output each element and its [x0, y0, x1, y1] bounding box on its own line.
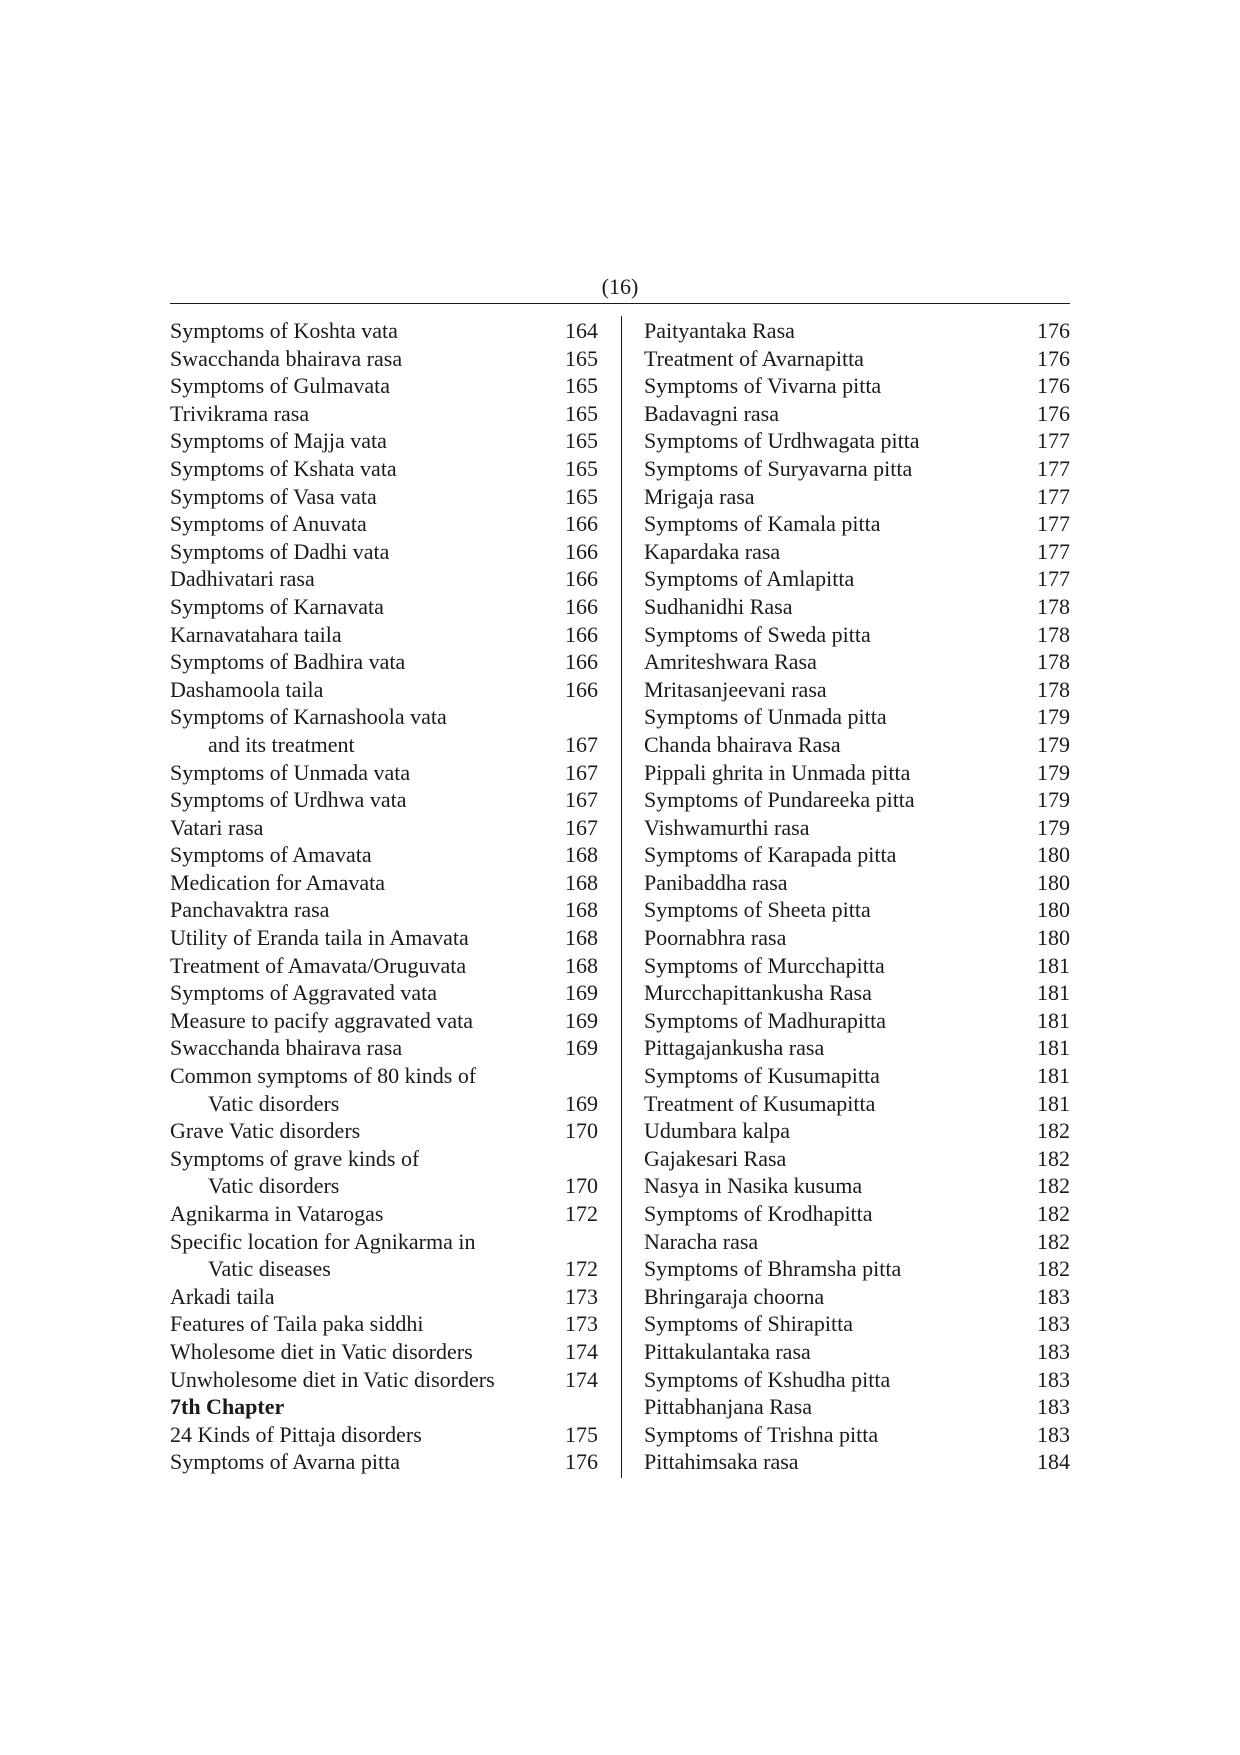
toc-entry-label: Dadhivatari rasa	[170, 566, 315, 592]
toc-entry-page: 183	[1037, 1421, 1070, 1447]
toc-entry-page: 179	[1037, 704, 1070, 730]
toc-entry-label: Wholesome diet in Vatic disorders	[170, 1338, 473, 1364]
toc-entry-label: Pittahimsaka rasa	[644, 1449, 799, 1475]
toc-entry	[644, 1034, 1070, 1062]
toc-entry-label: Symptoms of Suryavarna pitta	[644, 455, 913, 481]
toc-entry-label: Nasya in Nasika kusuma	[644, 1173, 863, 1199]
toc-entry-label: Symptoms of Majja vata	[170, 428, 387, 454]
toc-entry-page: 165	[565, 373, 598, 399]
toc-entry-page: 179	[1037, 731, 1070, 757]
toc-entry	[644, 1283, 1070, 1311]
toc-entry-page: 168	[565, 842, 598, 868]
toc-entry	[170, 1310, 598, 1338]
toc-entry	[170, 400, 598, 428]
toc-entry-label: Symptoms of Badhira vata	[170, 649, 406, 675]
page-number: (16)	[601, 274, 639, 299]
toc-entry-page: 176	[1037, 345, 1070, 371]
toc-entry	[170, 345, 598, 373]
toc-entry-label: Utility of Eranda taila in Amavata	[170, 925, 469, 951]
toc-entry-label: Symptoms of Shirapitta	[644, 1311, 853, 1337]
toc-entry-label: Pittagajankusha rasa	[644, 1035, 825, 1061]
toc-entry	[170, 648, 598, 676]
toc-entry	[170, 317, 598, 345]
toc-entry-page: 181	[1037, 1007, 1070, 1033]
toc-entry	[170, 1090, 598, 1118]
toc-entry	[644, 1366, 1070, 1394]
toc-entry-page: 180	[1037, 869, 1070, 895]
toc-entry-page: 172	[565, 1201, 598, 1226]
toc-entry	[644, 317, 1070, 345]
toc-entry	[644, 1172, 1070, 1200]
toc-entry	[170, 1283, 598, 1311]
toc-entry-label: Swacchanda bhairava rasa	[170, 1035, 403, 1061]
toc-entry-label: and its treatment	[208, 731, 355, 757]
toc-entry	[170, 731, 598, 759]
toc-entry-page: 167	[565, 731, 598, 757]
toc-entry-label: Symptoms of Kamala pitta	[644, 511, 881, 537]
toc-entry-label: Udumbara kalpa	[644, 1118, 790, 1144]
toc-entry	[644, 759, 1070, 787]
toc-entry-label: Symptoms of Karapada pitta	[644, 842, 897, 868]
toc-entry-page: 183	[1037, 1394, 1070, 1420]
toc-entry-page: 177	[1037, 566, 1070, 592]
toc-entry	[644, 814, 1070, 842]
toc-entry	[170, 1117, 598, 1145]
header-rule	[170, 303, 1070, 304]
toc-entry-label: Symptoms of Pundareeka pitta	[644, 787, 915, 813]
toc-entry-label: Symptoms of Unmada vata	[170, 759, 411, 785]
toc-entry-label: Symptoms of Kshata vata	[170, 455, 397, 481]
toc-entry-page: 165	[565, 345, 598, 371]
toc-entry-label: Treatment of Kusumapitta	[644, 1090, 876, 1116]
toc-entry-label: Symptoms of Karnashoola vata	[170, 704, 447, 730]
toc-entry-label: Vatic disorders	[208, 1090, 340, 1116]
toc-entry-label: Symptoms of Gulmavata	[170, 373, 390, 399]
toc-entry-label: Symptoms of Bhramsha pitta	[644, 1256, 902, 1282]
toc-entry-label: Vatic diseases	[208, 1256, 331, 1282]
toc-entry	[644, 455, 1070, 483]
toc-entry-label: Symptoms of Amlapitta	[644, 566, 855, 592]
toc-entry-page: 180	[1037, 897, 1070, 923]
toc-entry-label: Symptoms of Murcchapitta	[644, 952, 885, 978]
toc-entry	[644, 1145, 1070, 1173]
toc-entry	[170, 1172, 598, 1200]
toc-entry	[644, 1090, 1070, 1118]
toc-entry-page: 182	[1037, 1201, 1070, 1226]
toc-entry	[644, 924, 1070, 952]
toc-entry-label: Features of Taila paka siddhi	[170, 1311, 424, 1337]
toc-entry	[644, 1448, 1070, 1476]
toc-entry-page: 166	[565, 538, 598, 564]
toc-entry-label: Mritasanjeevani rasa	[644, 676, 827, 702]
toc-entry-label: Medication for Amavata	[170, 869, 386, 895]
toc-entry-page: 181	[1037, 1035, 1070, 1061]
toc-entry-label: Paityantaka Rasa	[644, 318, 795, 343]
toc-entry-label: Gajakesari Rasa	[644, 1145, 787, 1171]
toc-entry	[644, 869, 1070, 897]
toc-entry	[170, 1034, 598, 1062]
toc-entry-page: 165	[565, 400, 598, 426]
toc-right-column	[644, 317, 1070, 1476]
toc-entry-page: 182	[1037, 1228, 1070, 1254]
toc-entry-page: 166	[565, 621, 598, 647]
toc-entry-page: 179	[1037, 814, 1070, 840]
toc-entry	[170, 565, 598, 593]
toc-entry-label: Symptoms of Dadhi vata	[170, 538, 390, 564]
toc-entry	[170, 1200, 598, 1228]
toc-entry-page: 181	[1037, 952, 1070, 978]
toc-entry-page: 183	[1037, 1366, 1070, 1392]
toc-entry-label: Poornabhra rasa	[644, 925, 787, 951]
toc-entry-label: Symptoms of Trishna pitta	[644, 1421, 879, 1447]
toc-entry	[644, 510, 1070, 538]
toc-entry-page: 177	[1037, 428, 1070, 454]
toc-entry-page: 178	[1037, 621, 1070, 647]
toc-entry-page: 177	[1037, 455, 1070, 481]
toc-entry	[170, 1145, 598, 1173]
chapter-heading	[170, 1393, 598, 1421]
toc-entry-page: 168	[565, 952, 598, 978]
toc-entry-label: Symptoms of Unmada pitta	[644, 704, 887, 730]
toc-entry	[644, 703, 1070, 731]
toc-entry-label: Symptoms of Sweda pitta	[644, 621, 871, 647]
toc-entry-page: 165	[565, 483, 598, 509]
toc-entry-label: Specific location for Agnikarma in	[170, 1228, 476, 1254]
toc-entry-page: 176	[1037, 400, 1070, 426]
toc-entry	[644, 1310, 1070, 1338]
toc-entry-label: Grave Vatic disorders	[170, 1118, 361, 1144]
toc-entry-page: 182	[1037, 1173, 1070, 1199]
toc-entry-label: Symptoms of Vasa vata	[170, 483, 377, 509]
toc-entry-label: Measure to pacify aggravated vata	[170, 1007, 473, 1033]
toc-entry	[170, 1007, 598, 1035]
toc-entry-page: 168	[565, 869, 598, 895]
toc-entry	[644, 427, 1070, 455]
toc-entry-page: 174	[565, 1338, 598, 1364]
toc-entry-page: 175	[565, 1421, 598, 1447]
toc-entry	[170, 1366, 598, 1394]
toc-entry	[644, 400, 1070, 428]
toc-entry-label: Pittakulantaka rasa	[644, 1338, 811, 1364]
toc-entry-label: Chanda bhairava Rasa	[644, 731, 841, 757]
toc-entry-page: 164	[565, 318, 598, 343]
toc-entry	[644, 952, 1070, 980]
toc-entry-page: 176	[1037, 373, 1070, 399]
toc-entry-label: Symptoms of Anuvata	[170, 511, 367, 537]
toc-entry-label: 7th Chapter	[170, 1394, 285, 1420]
toc-entry-label: Swacchanda bhairava rasa	[170, 345, 403, 371]
toc-entry-label: Amriteshwara Rasa	[644, 649, 817, 675]
toc-entry	[170, 1062, 598, 1090]
toc-entry-label: Vishwamurthi rasa	[644, 814, 810, 840]
toc-entry-label: Murcchapittankusha Rasa	[644, 980, 872, 1006]
toc-entry-page: 182	[1037, 1118, 1070, 1144]
toc-entry	[644, 896, 1070, 924]
toc-entry	[170, 676, 598, 704]
toc-entry-page: 167	[565, 814, 598, 840]
toc-entry-page: 170	[565, 1118, 598, 1144]
toc-entry-label: Symptoms of Amavata	[170, 842, 372, 868]
toc-entry-label: Panchavaktra rasa	[170, 897, 330, 923]
toc-entry-label: Symptoms of Urdhwagata pitta	[644, 428, 920, 454]
toc-entry	[644, 565, 1070, 593]
toc-entry-label: Naracha rasa	[644, 1228, 759, 1254]
toc-entry-label: Symptoms of Sheeta pitta	[644, 897, 871, 923]
toc-entry	[170, 841, 598, 869]
toc-entry-page: 179	[1037, 759, 1070, 785]
toc-entry-label: Symptoms of Krodhapitta	[644, 1201, 873, 1226]
toc-entry-page: 168	[565, 925, 598, 951]
toc-entry-label: Agnikarma in Vatarogas	[170, 1201, 384, 1226]
toc-entry	[644, 648, 1070, 676]
toc-entry-page: 169	[565, 980, 598, 1006]
toc-entry-label: Bhringaraja choorna	[644, 1283, 825, 1309]
toc-entry-page: 166	[565, 649, 598, 675]
toc-entry	[644, 1255, 1070, 1283]
toc-entry	[170, 483, 598, 511]
toc-entry	[644, 1117, 1070, 1145]
toc-entry	[170, 869, 598, 897]
toc-entry-page: 177	[1037, 483, 1070, 509]
toc-entry-page: 178	[1037, 593, 1070, 619]
toc-entry-page: 177	[1037, 538, 1070, 564]
toc-entry-label: Symptoms of Urdhwa vata	[170, 787, 407, 813]
toc-entry-page: 183	[1037, 1338, 1070, 1364]
toc-entry-page: 166	[565, 676, 598, 702]
toc-entry	[644, 1200, 1070, 1228]
toc-entry-page: 178	[1037, 676, 1070, 702]
toc-entry	[170, 703, 598, 731]
toc-entry-page: 173	[565, 1311, 598, 1337]
toc-entry	[170, 510, 598, 538]
toc-entry	[170, 372, 598, 400]
toc-entry-page: 183	[1037, 1311, 1070, 1337]
toc-entry	[644, 593, 1070, 621]
toc-entry	[170, 814, 598, 842]
toc-entry-label: Vatari rasa	[170, 814, 264, 840]
toc-entry-label: Kapardaka rasa	[644, 538, 781, 564]
toc-entry-page: 180	[1037, 925, 1070, 951]
toc-entry	[644, 1393, 1070, 1421]
toc-entry-page: 165	[565, 428, 598, 454]
toc-entry	[644, 979, 1070, 1007]
toc-entry-label: Badavagni rasa	[644, 400, 779, 426]
toc-entry-page: 169	[565, 1007, 598, 1033]
toc-entry-label: Common symptoms of 80 kinds of	[170, 1063, 477, 1089]
toc-entry-page: 173	[565, 1283, 598, 1309]
toc-entry-page: 165	[565, 455, 598, 481]
toc-entry	[644, 1062, 1070, 1090]
toc-entry-page: 182	[1037, 1145, 1070, 1171]
toc-entry-page: 169	[565, 1035, 598, 1061]
toc-entry-label: Dashamoola taila	[170, 676, 324, 702]
toc-entry	[644, 841, 1070, 869]
toc-entry-page: 179	[1037, 787, 1070, 813]
toc-entry-page: 176	[1037, 318, 1070, 343]
toc-entry	[170, 538, 598, 566]
toc-entry	[170, 593, 598, 621]
toc-entry-label: Pippali ghrita in Unmada pitta	[644, 759, 911, 785]
toc-entry-label: Karnavatahara taila	[170, 621, 342, 647]
toc-entry-label: Symptoms of Madhurapitta	[644, 1007, 886, 1033]
toc-entry	[170, 427, 598, 455]
toc-entry	[170, 1228, 598, 1256]
toc-entry-page: 166	[565, 511, 598, 537]
toc-entry-label: Arkadi taila	[170, 1283, 275, 1309]
toc-entry-label: Treatment of Avarnapitta	[644, 345, 864, 371]
toc-entry-page: 180	[1037, 842, 1070, 868]
toc-entry	[644, 538, 1070, 566]
toc-entry	[170, 455, 598, 483]
toc-entry-label: Symptoms of Kusumapitta	[644, 1063, 880, 1089]
toc-left-column	[170, 317, 598, 1476]
toc-entry	[170, 896, 598, 924]
toc-entry-label: Symptoms of grave kinds of	[170, 1145, 420, 1171]
toc-entry-page: 166	[565, 593, 598, 619]
toc-entry-label: Symptoms of Koshta vata	[170, 318, 398, 343]
toc-entry	[170, 979, 598, 1007]
toc-entry	[644, 372, 1070, 400]
toc-entry	[170, 952, 598, 980]
toc-entry	[644, 483, 1070, 511]
toc-entry-label: Mrigaja rasa	[644, 483, 755, 509]
toc-entry-label: 24 Kinds of Pittaja disorders	[170, 1421, 422, 1447]
toc-entry-label: Symptoms of Aggravated vata	[170, 980, 438, 1006]
toc-entry-label: Symptoms of Avarna pitta	[170, 1449, 400, 1475]
toc-entry-page: 181	[1037, 1063, 1070, 1089]
toc-entry-page: 177	[1037, 511, 1070, 537]
toc-entry	[170, 759, 598, 787]
toc-entry-page: 176	[565, 1449, 598, 1475]
toc-entry	[644, 1007, 1070, 1035]
toc-entry-label: Pittabhanjana Rasa	[644, 1394, 813, 1420]
toc-entry	[644, 786, 1070, 814]
toc-entry	[170, 621, 598, 649]
toc-entry-page: 169	[565, 1090, 598, 1116]
toc-entry-label: Symptoms of Kshudha pitta	[644, 1366, 891, 1392]
toc-entry	[644, 1228, 1070, 1256]
toc-entry	[644, 345, 1070, 373]
toc-entry	[644, 731, 1070, 759]
toc-entry-page: 182	[1037, 1256, 1070, 1282]
column-divider	[621, 316, 622, 1478]
toc-entry	[170, 1338, 598, 1366]
toc-entry-page: 181	[1037, 1090, 1070, 1116]
toc-entry	[644, 1421, 1070, 1449]
toc-entry-label: Treatment of Amavata/Oruguvata	[170, 952, 467, 978]
toc-entry-page: 167	[565, 759, 598, 785]
toc-entry	[644, 1338, 1070, 1366]
toc-entry	[170, 924, 598, 952]
toc-entry	[170, 1255, 598, 1283]
toc-entry-label: Unwholesome diet in Vatic disorders	[170, 1366, 495, 1392]
toc-entry	[170, 1421, 598, 1449]
toc-entry-page: 184	[1037, 1449, 1070, 1475]
toc-entry	[644, 621, 1070, 649]
toc-entry-page: 166	[565, 566, 598, 592]
toc-entry-page: 181	[1037, 980, 1070, 1006]
toc-entry-label: Trivikrama rasa	[170, 400, 310, 426]
toc-entry-label: Sudhanidhi Rasa	[644, 593, 793, 619]
toc-entry-page: 178	[1037, 649, 1070, 675]
toc-entry-page: 172	[565, 1256, 598, 1282]
toc-entry-page: 170	[565, 1173, 598, 1199]
toc-entry	[644, 676, 1070, 704]
toc-entry-page: 174	[565, 1366, 598, 1392]
toc-entry-page: 167	[565, 787, 598, 813]
toc-entry-page: 168	[565, 897, 598, 923]
toc-entry-page: 183	[1037, 1283, 1070, 1309]
toc-entry-label: Panibaddha rasa	[644, 869, 788, 895]
toc-entry-label: Symptoms of Karnavata	[170, 593, 384, 619]
toc-entry-label: Vatic disorders	[208, 1173, 340, 1199]
toc-entry-label: Symptoms of Vivarna pitta	[644, 373, 882, 399]
toc-entry	[170, 1448, 598, 1476]
toc-entry	[170, 786, 598, 814]
